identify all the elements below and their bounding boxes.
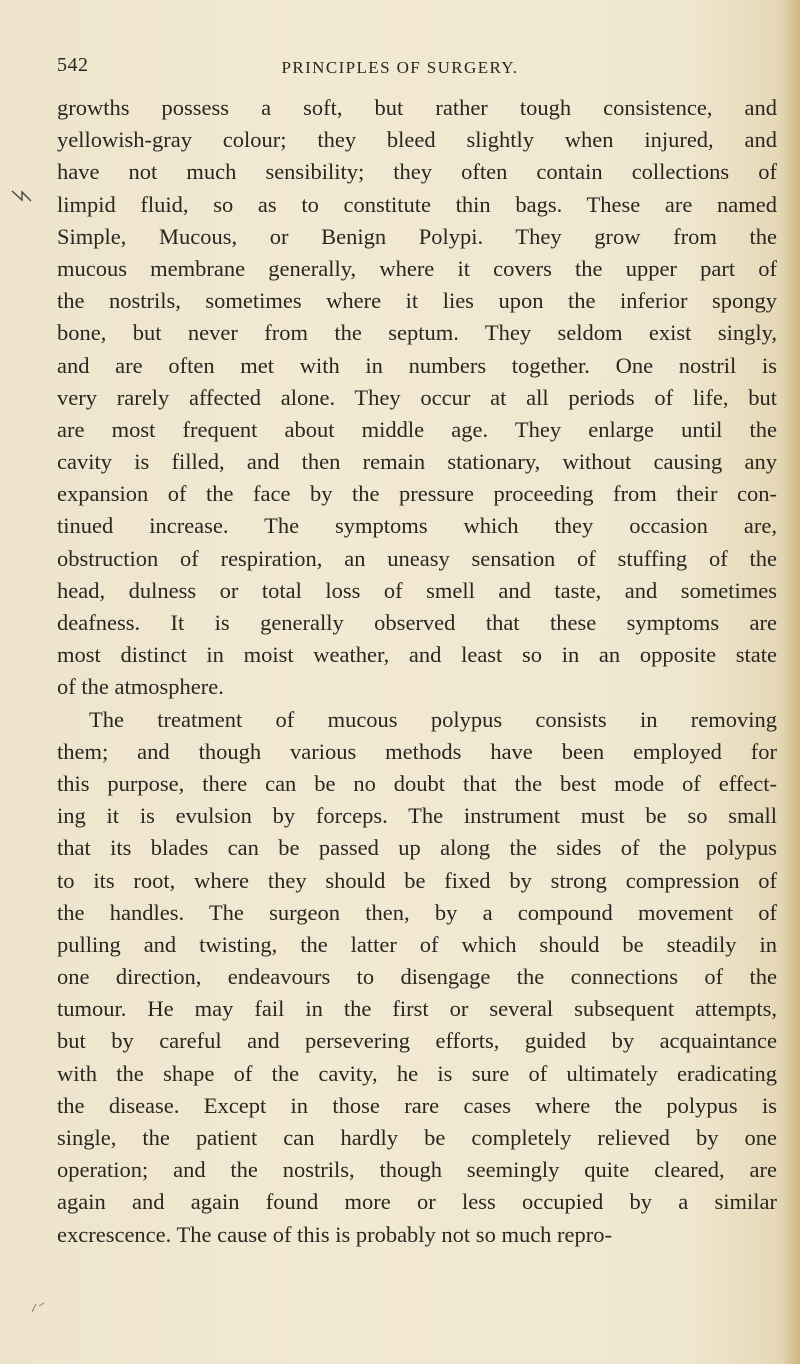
paragraph-1 [57,92,777,704]
text-line: operation; and the nostrils, though seemingly quite cleared, are [57,1157,777,1183]
pencil-margin-mark-icon [10,188,34,212]
text-line: deafness. It is generally observed that these symptoms are [57,610,777,635]
text-line: the handles. The surgeon then, by a compound movement of [57,899,777,925]
text-line: ing it is evulsion by forceps. The instrument must be so small [57,803,777,829]
text-line: and are often met with in numbers together. One nostril is [57,352,777,378]
text-line: mucous membrane generally, where it covers the upper part of [57,255,777,281]
text-line: with the shape of the cavity, he is sure of ultimately eradicating [57,1060,777,1086]
text-line: expansion of the face by the pressure proceeding from their con- [57,481,777,507]
text-line: are most frequent about middle age. They enlarge until the [57,416,777,442]
text-line: single, the patient can hardly be completely relieved by one [57,1125,777,1150]
page-edge-shadow [784,0,800,1364]
text-line: one direction, endeavours to disengage the connections of the [57,964,777,990]
text-line: very rarely affected alone. They occur at all periods of life, but [57,384,777,410]
text-line: that its blades can be passed up along the sides of the polypus [57,835,777,861]
text-line: obstruction of respiration, an uneasy sensation of stuffing of the [57,545,777,571]
text-line: them; and though various methods have been employed for [57,738,777,764]
text-line: The treatment of mucous polypus consists in removing [89,706,777,732]
text-line: yellowish-gray colour; they bleed slightly when injured, and [57,127,777,153]
text-line: tumour. He may fail in the first or several subsequent attempts, [57,996,777,1022]
page-header [0,54,800,84]
text-line: but by careful and persevering efforts, guided by acquaintance [57,1028,777,1054]
text-line: pulling and twisting, the latter of which should be steadily in [57,931,777,957]
text-line: growths possess a soft, but rather tough consistence, and [57,95,777,120]
text-line: tinued increase. The symptoms which they occasion are, [57,513,777,539]
text-line: bone, but never from the septum. They seldom exist singly, [57,320,777,346]
text-line: of the atmosphere. [57,674,224,700]
text-line: excrescence. The cause of this is probably not so much repro- [57,1221,613,1247]
text-line: have not much sensibility; they often contain collections of [57,159,777,185]
text-line: again and again found more or less occupied by a similar [57,1189,777,1215]
ink-scratch-icon [30,1300,48,1314]
text-line: Simple, Mucous, or Benign Polypi. They grow from the [57,223,777,249]
text-line: to its root, where they should be fixed by strong compression of [57,867,777,893]
text-line: the nostrils, sometimes where it lies upon the inferior spongy [57,288,777,314]
text-line: the disease. Except in those rare cases where the polypus is [57,1092,777,1118]
text-line: cavity is filled, and then remain stationary, without causing any [57,449,777,475]
text-line: head, dulness or total loss of smell and taste, and sometimes [57,577,777,603]
running-title: PRINCIPLES OF SURGERY. [281,58,519,77]
text-line: this purpose, there can be no doubt that the best mode of effect- [57,770,777,796]
text-line: most distinct in moist weather, and least so in an opposite state [57,642,777,668]
paragraph-2 [57,704,777,1251]
body-text [57,92,777,1251]
page-number: 542 [57,54,89,76]
text-line: limpid fluid, so as to constitute thin bags. These are named [57,191,777,217]
